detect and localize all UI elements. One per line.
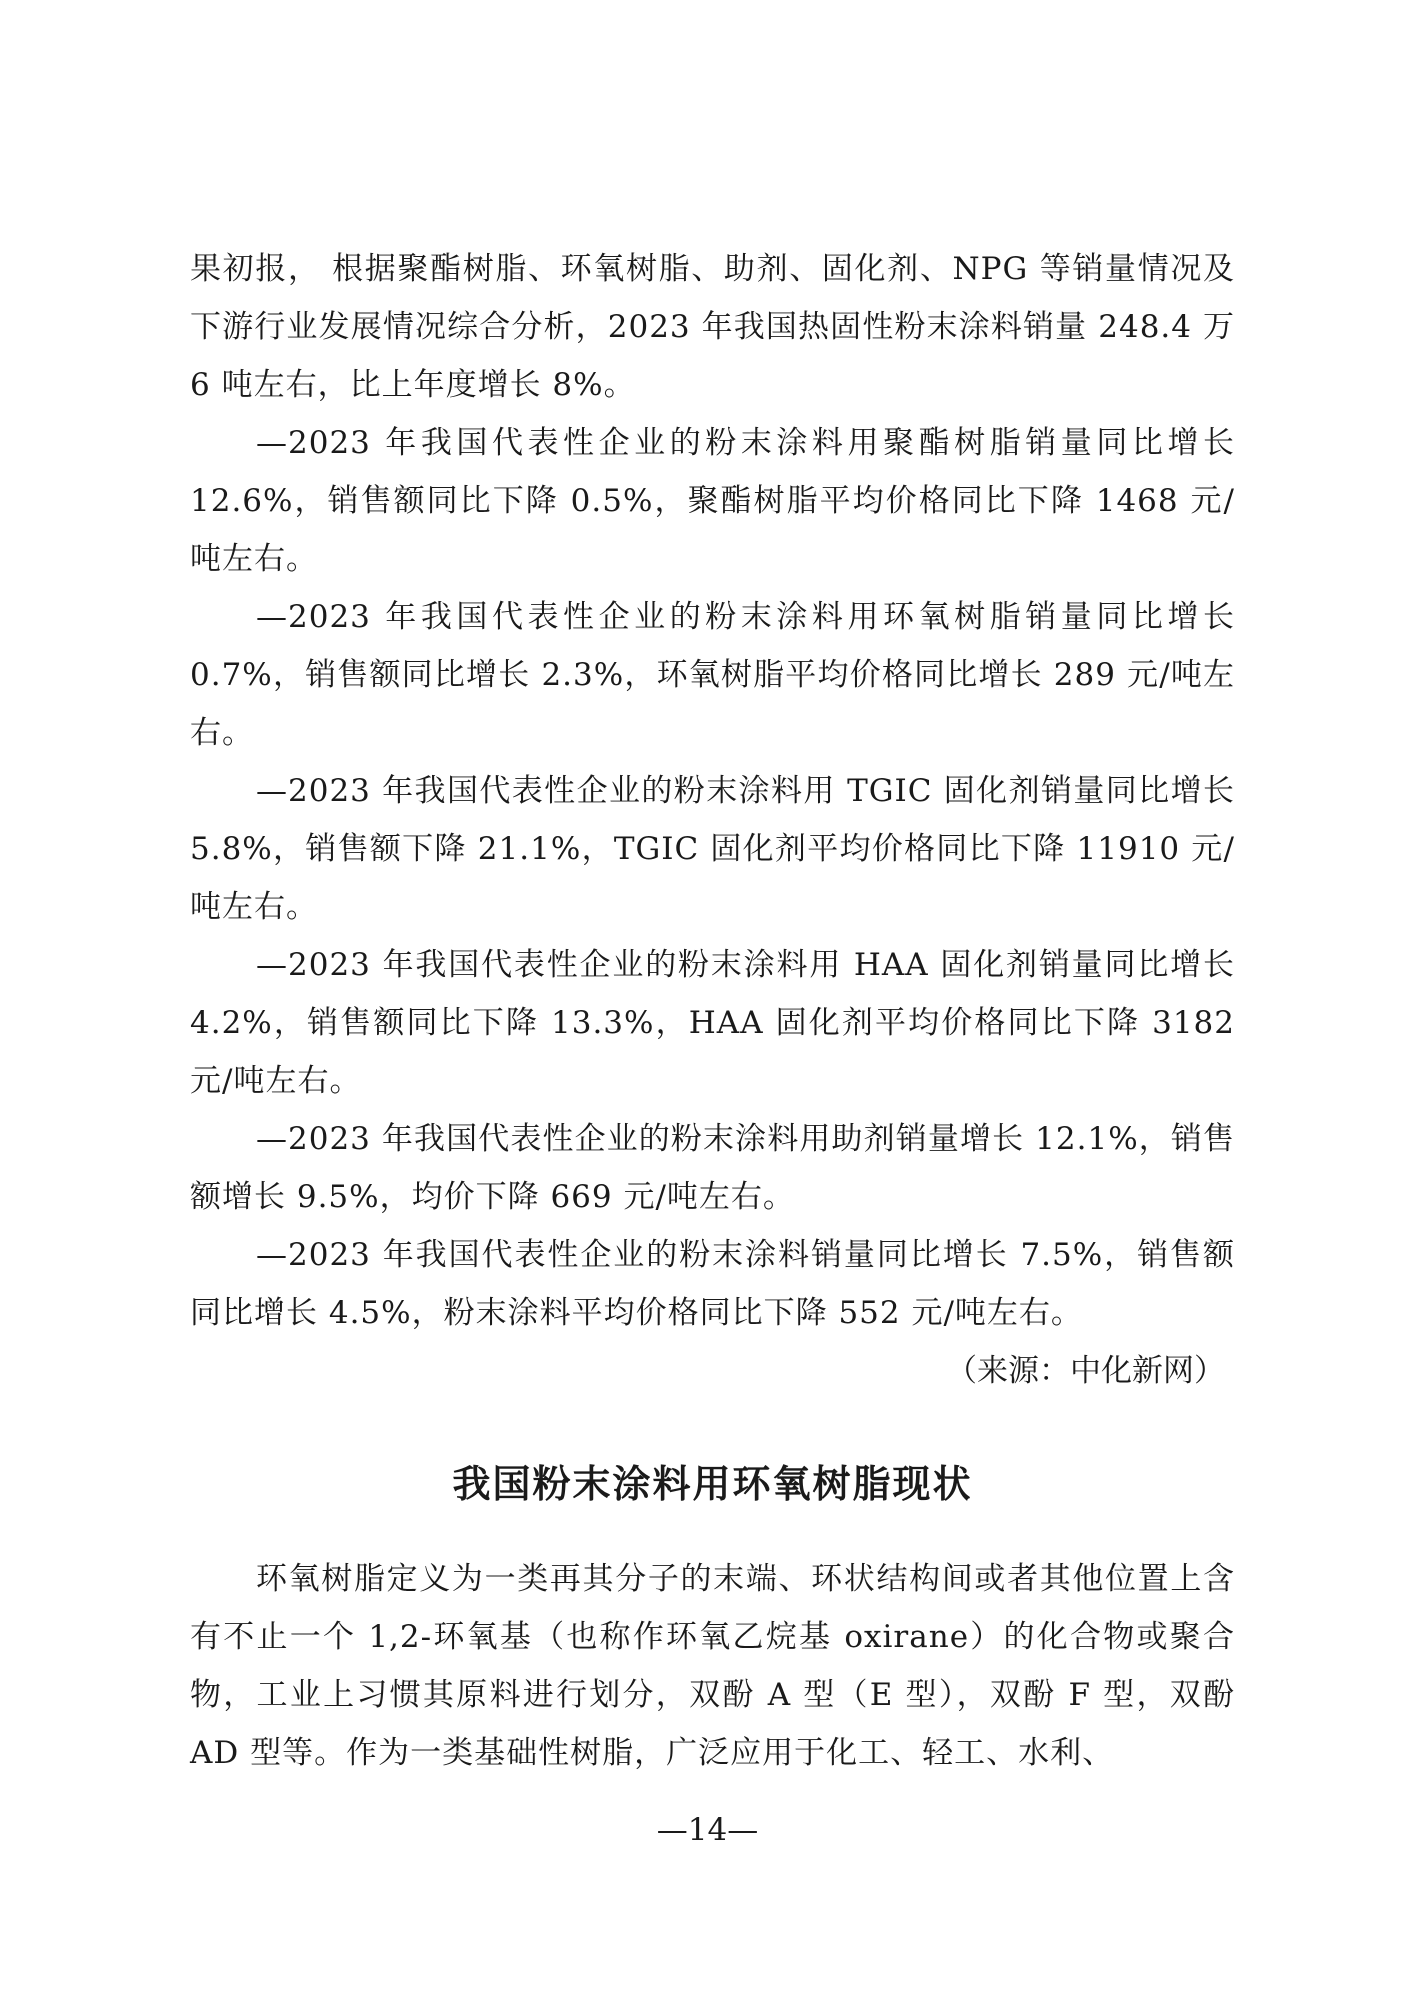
section-heading: 我国粉末涂料用环氧树脂现状 [452,1461,973,1506]
paragraph-epoxy-resin: —2023 年我国代表性企业的粉末涂料用环氧树脂销量同比增长 0.7%，销售额同比增长 2.3%，环氧树脂平均价格同比增长 289 元/吨左右。 [190,599,1235,751]
paragraph-tgic-curing-agent: —2023 年我国代表性企业的粉末涂料用 TGIC 固化剂销量同比增长 5.8%，销售额下降 21.1%，TGIC 固化剂平均价格同比下降 11910 元/吨左右。 [190,773,1235,925]
paragraph-epoxy-definition: 环氧树脂定义为一类再其分子的末端、环状结构间或者其他位置上含有不止一个 1,2-环氧基（也称作环氧乙烷基 oxirane）的化合物或聚合物，工业上习惯其原料进行划分，双酚 A 型（E 型），双酚 F 型，双酚 AD 型等。作为一类基础性树脂，广泛应用于化工、轻工、水利、 [190,1561,1235,1771]
source-attribution: （来源：中化新网） [946,1353,1225,1389]
paragraph-haa-curing-agent: —2023 年我国代表性企业的粉末涂料用 HAA 固化剂销量同比增长 4.2%，销售额同比下降 13.3%，HAA 固化剂平均价格同比下降 3182 元/吨左右。 [190,947,1235,1099]
paragraph-additives: —2023 年我国代表性企业的粉末涂料用助剂销量增长 12.1%，销售额增长 9.5%，均价下降 669 元/吨左右。 [190,1121,1235,1215]
page-content [190,240,1235,1782]
page-number: —14— [656,1812,759,1848]
paragraph-powder-coatings: —2023 年我国代表性企业的粉末涂料销量同比增长 7.5%，销售额同比增长 4.5%，粉末涂料平均价格同比下降 552 元/吨左右。 [190,1237,1235,1331]
paragraph-intro: 果初报， 根据聚酯树脂、环氧树脂、助剂、固化剂、NPG 等销量情况及下游行业发展情况综合分析，2023 年我国热固性粉末涂料销量 248.4 万 6 吨左右，比上年度增长 8%。 [190,251,1235,403]
paragraph-polyester-resin: —2023 年我国代表性企业的粉末涂料用聚酯树脂销量同比增长 12.6%，销售额同比下降 0.5%，聚酯树脂平均价格同比下降 1468 元/吨左右。 [190,425,1235,577]
